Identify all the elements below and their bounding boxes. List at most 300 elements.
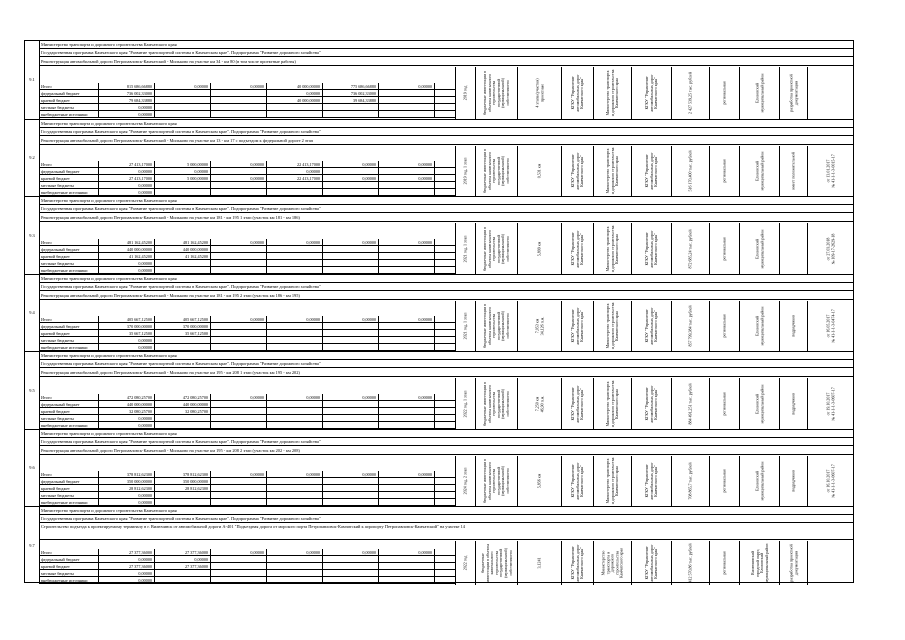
cell-stage — [779, 146, 807, 198]
program-header: Государственная программа Камчатского края "Развитие транспортной системы в Камчатском крае". Подпрограмма "Развитие дорожного хозяйства" — [39, 360, 853, 368]
customer-text: КГКУ "Управление автомобильных дорог Камчатского края" — [569, 307, 584, 345]
cell-level — [709, 541, 739, 585]
financing-value — [211, 485, 267, 492]
financing-value — [267, 422, 323, 429]
financing-value: 378 812,62300 — [155, 471, 211, 478]
financing-value: 22 413,17000 — [267, 175, 323, 182]
builder-text: КГКУ "Управление автомобильных дорог Камчатского края" — [643, 152, 658, 190]
district-text: Елизовский муниципальный район — [753, 229, 764, 269]
financing-value — [323, 260, 379, 267]
financing-value — [379, 267, 435, 274]
financing-value: 0,00000 — [323, 316, 379, 323]
financing-value: 736 002,33000 — [99, 90, 155, 97]
cell-col-type — [475, 146, 517, 198]
financing-label: федеральный бюджет — [39, 90, 99, 97]
financing-row — [39, 168, 455, 175]
financing-value — [323, 485, 379, 492]
financing-value — [155, 422, 211, 429]
financing-value — [379, 323, 435, 330]
financing-value — [379, 337, 435, 344]
cell-col-type — [475, 301, 517, 353]
financing-value — [267, 337, 323, 344]
financing-value — [211, 182, 267, 189]
cell-capacity — [517, 541, 561, 585]
financing-label: Итого — [39, 316, 99, 323]
financing-row — [39, 485, 455, 492]
project-number: 9.6 — [25, 430, 40, 507]
financing-value — [267, 485, 323, 492]
financing-value — [155, 182, 211, 189]
financing-value — [323, 570, 379, 577]
cell-capacity — [517, 301, 561, 353]
financing-value — [211, 267, 267, 274]
cost-text: 2 427 539,25 тыс. рублей — [687, 71, 693, 114]
financing-label: внебюджетные источники — [39, 111, 99, 118]
financing-value — [267, 415, 323, 422]
customer-text: КГКУ "Управление автомобильных дорог Камчатского края" — [569, 152, 584, 190]
financing-value: 0,00000 — [211, 161, 267, 168]
financing-row — [39, 471, 455, 478]
year-text: 2021 год, 1 этап — [462, 235, 468, 263]
financing-value: 736 002,33000 — [323, 90, 379, 97]
financing-label: федеральный бюджет — [39, 401, 99, 408]
cell-capacity — [517, 456, 561, 508]
cell-builder — [631, 146, 671, 198]
col-type-text: бюджетные инвестиции в объекты капитального строительства государственной (муниципальной) собственности — [481, 381, 510, 426]
financing-value — [211, 337, 267, 344]
financing-value — [323, 267, 379, 274]
financing-value: 0,00000 — [99, 577, 155, 584]
financing-value — [379, 111, 435, 118]
ministry-text: Министерство транспорта и дорожного строительства Камчатского края — [604, 69, 619, 117]
cell-year — [455, 378, 475, 430]
level-text: региональная — [721, 314, 727, 338]
financing-value — [267, 401, 323, 408]
financing-value: 0,00000 — [323, 394, 379, 401]
financing-value: 0,00000 — [155, 83, 211, 90]
project-block — [25, 506, 853, 584]
financing-value: 0,00000 — [267, 549, 323, 556]
stage-text: подрядчиков — [790, 315, 796, 338]
financing-row — [39, 337, 455, 344]
financing-table — [39, 239, 455, 274]
financing-value — [379, 189, 435, 196]
financing-value — [211, 344, 267, 351]
builder-text: КГКУ "Управление автомобильных дорог Камчатского края" — [643, 230, 658, 268]
financing-label: местные бюджеты — [39, 492, 99, 499]
financing-value — [323, 330, 379, 337]
financing-value — [323, 563, 379, 570]
project-block — [25, 41, 853, 119]
financing-label: краевой бюджет — [39, 175, 99, 182]
financing-value: 40 000,00000 — [267, 83, 323, 90]
cell-district — [739, 223, 779, 275]
object-header: Реконструкция автомобильной дороги Петропавловск-Камчатский - Мильково на участке км 34 - км 80 (в том числе проектные работы) — [39, 57, 853, 66]
financing-value: 0,00000 — [99, 344, 155, 351]
financing-value: 0,00000 — [267, 471, 323, 478]
capacity-text: 5,856 км — [536, 474, 542, 489]
financing-value: 27 413,17000 — [99, 175, 155, 182]
project-number: 9.4 — [25, 275, 40, 352]
financing-value: 0,00000 — [211, 549, 267, 556]
financing-row — [39, 415, 455, 422]
financing-label: Итого — [39, 161, 99, 168]
financing-value — [323, 478, 379, 485]
capacity-text: 3,1241 — [536, 557, 542, 569]
financing-value — [267, 267, 323, 274]
financing-value: 0,00000 — [99, 492, 155, 499]
cell-cost — [671, 456, 709, 508]
financing-value — [323, 401, 379, 408]
cell-year — [455, 67, 475, 119]
financing-value: 472 080,25700 — [99, 394, 155, 401]
cell-customer — [561, 301, 593, 353]
financing-row — [39, 260, 455, 267]
object-header: Строительство подъезда к проектируемому терминалу в г. Вилючинск от автомобильной дороги А-401 "Подъездная дорога от морского порта Петропавловск-Камчатский к аэропорту Петропавловск-Камчатский" на участке 14 — [39, 523, 853, 540]
org-header: Министерство транспорта и дорожного строительства Камчатского края — [39, 352, 853, 360]
financing-value — [379, 246, 435, 253]
financing-value: 0,00000 — [211, 175, 267, 182]
financing-value: 35 667,12500 — [155, 330, 211, 337]
financing-value: 370 000,00000 — [99, 323, 155, 330]
financing-value — [267, 577, 323, 584]
financing-row — [39, 570, 455, 577]
financing-value — [267, 189, 323, 196]
project-number: 9.1 — [25, 41, 40, 119]
financing-row — [39, 316, 455, 323]
financing-value: 27 377,36000 — [155, 549, 211, 556]
financing-label: краевой бюджет — [39, 253, 99, 260]
financing-label: местные бюджеты — [39, 182, 99, 189]
financing-value: 27 377,36000 — [99, 549, 155, 556]
financing-value — [211, 563, 267, 570]
cell-col-type — [475, 223, 517, 275]
financing-row — [39, 408, 455, 415]
financing-value: 472 080,25700 — [155, 394, 211, 401]
cell-builder — [631, 223, 671, 275]
financing-value — [379, 485, 435, 492]
financing-label: федеральный бюджет — [39, 246, 99, 253]
project-block — [25, 274, 853, 352]
financing-label: Итого — [39, 239, 99, 246]
capacity-text: 4 этапа (участки) проектные — [533, 78, 544, 108]
financing-value — [155, 499, 211, 506]
financing-value: 0,00000 — [379, 471, 435, 478]
financing-label: Итого — [39, 83, 99, 90]
cell-year — [455, 223, 475, 275]
district-text: Елизовский муниципальный район — [753, 151, 764, 191]
financing-value: 0,00000 — [99, 260, 155, 267]
expertise-text: от 16.10.2017 № 41-1-1-3-0607-17 — [824, 464, 835, 498]
cell-year — [455, 301, 475, 353]
financing-label: внебюджетные источники — [39, 422, 99, 429]
program-header: Государственная программа Камчатского края "Развитие транспортной системы в Камчатском крае". Подпрограмма "Развитие дорожного хозяйства" — [39, 283, 853, 291]
ministry-text: Министерство транспорта и дорожного строительства Камчатского края — [604, 302, 619, 350]
financing-row — [39, 330, 455, 337]
financing-value: 0,00000 — [99, 570, 155, 577]
cell-col-type — [475, 456, 517, 508]
financing-value — [323, 422, 379, 429]
financing-value: 32 080,25700 — [99, 408, 155, 415]
cell-year — [455, 146, 475, 198]
project-block — [25, 196, 853, 274]
cost-text: 708 865,7 тыс. рублей — [687, 462, 693, 500]
cell-customer — [561, 223, 593, 275]
financing-value — [155, 570, 211, 577]
financing-table — [39, 161, 455, 196]
ministry-text: Министерство транспорта и дорожного строительства Камчатского края — [604, 147, 619, 195]
financing-value: 41 162,45200 — [99, 253, 155, 260]
financing-value — [323, 577, 379, 584]
financing-value: 481 162,45200 — [99, 239, 155, 246]
financing-value: 0,00000 — [155, 168, 211, 175]
financing-table — [39, 316, 455, 351]
object-header: Реконструкция автомобильной дороги Петропавловск-Камчатский - Мильково на участке км 195 - км 208 1 этап (участок км 195 - км 202) — [39, 368, 853, 377]
financing-value — [211, 422, 267, 429]
financing-value — [155, 260, 211, 267]
financing-value: 0,00000 — [323, 471, 379, 478]
financing-value: 775 686,66880 — [323, 83, 379, 90]
financing-value — [267, 570, 323, 577]
year-text: 2022 год, 1 этап — [462, 390, 468, 418]
stage-text: разработка проектной документации — [787, 544, 798, 582]
financing-label: местные бюджеты — [39, 415, 99, 422]
financing-value — [211, 570, 267, 577]
financing-value — [379, 401, 435, 408]
financing-row — [39, 189, 455, 196]
year-text: 2024 год, 2 этап — [462, 467, 468, 495]
project-block — [25, 429, 853, 507]
project-number: 9.5 — [25, 352, 40, 429]
cell-expertise — [807, 146, 853, 198]
financing-value: 440 000,00000 — [155, 246, 211, 253]
cell-ministry — [593, 67, 631, 119]
financing-value — [267, 246, 323, 253]
stage-text: подрядчиков — [790, 392, 796, 415]
cost-text: 872 685,24 тыс. рублей — [687, 229, 693, 269]
financing-value: 32 080,25700 — [155, 408, 211, 415]
financing-label: внебюджетные источники — [39, 267, 99, 274]
level-text: региональная — [721, 469, 727, 493]
cell-year — [455, 541, 475, 585]
document-sheet — [24, 40, 854, 583]
financing-value: 0,00000 — [379, 394, 435, 401]
financing-value: 0,00000 — [267, 394, 323, 401]
financing-value — [323, 415, 379, 422]
cell-ministry — [593, 456, 631, 508]
financing-row — [39, 111, 455, 118]
financing-value — [211, 330, 267, 337]
stage-text: имеет положительной — [790, 152, 796, 190]
financing-value — [155, 90, 211, 97]
financing-value — [379, 97, 435, 104]
year-text: 2022 год — [462, 555, 468, 570]
org-header: Министерство транспорта и дорожного строительства Камчатского края — [39, 430, 853, 438]
expertise-text: от 19.10.2017 № 41-1-1-3-0607-17 — [824, 387, 835, 421]
financing-row — [39, 246, 455, 253]
capacity-text: 0,531 км — [536, 164, 542, 179]
financing-value: 0,00000 — [267, 168, 323, 175]
program-header: Государственная программа Камчатского края "Развитие транспортной системы в Камчатском крае". Подпрограмма "Развитие дорожного хозяйства" — [39, 438, 853, 446]
financing-value — [211, 478, 267, 485]
cell-expertise — [807, 378, 853, 430]
customer-text: КГКУ "Управление автомобильных дорог Камчатского края" — [569, 74, 584, 112]
financing-value — [379, 577, 435, 584]
financing-value — [379, 499, 435, 506]
financing-value — [379, 415, 435, 422]
financing-value: 370 000,00000 — [155, 323, 211, 330]
financing-value: 0,00000 — [99, 104, 155, 111]
financing-value — [211, 168, 267, 175]
financing-label: краевой бюджет — [39, 563, 99, 570]
capacity-text: 7,250 км 46,90 п.м. — [533, 395, 544, 413]
financing-value: 0,00000 — [99, 422, 155, 429]
financing-row — [39, 492, 455, 499]
financing-table — [39, 471, 455, 506]
financing-value — [267, 556, 323, 563]
district-text: Вилючинский городской округ, Елизовский муниципальный район — [749, 543, 769, 583]
col-type-text: бюджетные инвестиции в объекты капитального строительства государственной (муниципальной) собственности — [481, 304, 510, 349]
financing-label: внебюджетные источники — [39, 344, 99, 351]
financing-value — [267, 323, 323, 330]
financing-value — [211, 401, 267, 408]
financing-value: 0,00000 — [379, 316, 435, 323]
financing-value: 27 377,36000 — [155, 563, 211, 570]
financing-value: 0,00000 — [379, 239, 435, 246]
ministry-text: Министерство транспорта и дорожного строительства Камчатского края — [600, 547, 624, 578]
financing-value: 378 812,62300 — [99, 471, 155, 478]
district-text: Елизовский муниципальный район — [753, 73, 764, 113]
financing-label: краевой бюджет — [39, 408, 99, 415]
customer-text: КГКУ "Управление автомобильных дорог Камчатского края" — [569, 544, 584, 582]
financing-value — [155, 577, 211, 584]
financing-value: 0,00000 — [267, 316, 323, 323]
cell-district — [739, 146, 779, 198]
cell-col-type — [475, 541, 517, 585]
financing-table — [39, 549, 455, 584]
financing-value — [323, 556, 379, 563]
financing-value — [211, 323, 267, 330]
cell-capacity — [517, 378, 561, 430]
cell-district — [739, 67, 779, 119]
financing-value — [323, 182, 379, 189]
object-header: Реконструкция автомобильной дороги Петропавловск-Камчатский - Мильково на участке км 195 - км 208 2 этап (участок км 202 - км 208) — [39, 446, 853, 455]
ministry-text: Министерство транспорта и дорожного строительства Камчатского края — [604, 380, 619, 428]
financing-value — [323, 253, 379, 260]
financing-row — [39, 161, 455, 168]
cell-level — [709, 301, 739, 353]
org-header: Министерство транспорта и дорожного строительства Камчатского края — [39, 41, 853, 49]
cell-cost — [671, 146, 709, 198]
financing-value — [379, 344, 435, 351]
financing-value — [379, 90, 435, 97]
financing-value — [211, 577, 267, 584]
financing-value — [379, 492, 435, 499]
financing-value — [379, 182, 435, 189]
financing-value — [379, 330, 435, 337]
financing-value — [267, 182, 323, 189]
financing-row — [39, 401, 455, 408]
customer-text: КГКУ "Управление автомобильных дорог Камчатского края" — [569, 462, 584, 500]
builder-text: КГКУ "Управление автомобильных дорог Камчатского края" — [643, 307, 658, 345]
financing-value: 27 377,36000 — [99, 563, 155, 570]
level-text: региональная — [721, 237, 727, 261]
level-text: региональная — [721, 159, 727, 183]
cell-customer — [561, 456, 593, 508]
financing-label: Итого — [39, 471, 99, 478]
financing-value — [211, 556, 267, 563]
financing-value — [323, 111, 379, 118]
customer-text: КГКУ "Управление автомобильных дорог Камчатского края" — [569, 230, 584, 268]
cell-expertise — [807, 456, 853, 508]
financing-value — [155, 189, 211, 196]
financing-value: 481 162,45200 — [155, 239, 211, 246]
financing-row — [39, 478, 455, 485]
financing-value: 40 000,00000 — [267, 97, 323, 104]
financing-value: 0,00000 — [323, 549, 379, 556]
financing-value: 28 812,62300 — [99, 485, 155, 492]
financing-value — [267, 344, 323, 351]
financing-label: федеральный бюджет — [39, 478, 99, 485]
financing-value: 440 000,00000 — [99, 246, 155, 253]
cell-customer — [561, 541, 593, 585]
financing-value — [267, 478, 323, 485]
financing-table — [39, 394, 455, 429]
financing-value — [211, 415, 267, 422]
financing-value: 0,00000 — [155, 556, 211, 563]
financing-value — [323, 408, 379, 415]
cell-cost — [671, 541, 709, 585]
financing-value: 28 812,62300 — [155, 485, 211, 492]
financing-value — [379, 563, 435, 570]
financing-label: местные бюджеты — [39, 260, 99, 267]
financing-label: внебюджетные источники — [39, 577, 99, 584]
district-text: Елизовский муниципальный район — [753, 461, 764, 501]
cell-capacity — [517, 67, 561, 119]
financing-value — [323, 344, 379, 351]
program-header: Государственная программа Камчатского края "Развитие транспортной системы в Камчатском крае". Подпрограмма "Развитие дорожного хозяйства" — [39, 49, 853, 57]
financing-value — [267, 408, 323, 415]
cost-text: 884 491,251 тыс. рублей — [687, 383, 693, 425]
cell-expertise — [807, 301, 853, 353]
financing-label: местные бюджеты — [39, 570, 99, 577]
financing-value: 0,00000 — [99, 267, 155, 274]
cell-level — [709, 456, 739, 508]
cell-cost — [671, 301, 709, 353]
financing-value: 0,00000 — [99, 168, 155, 175]
financing-value — [379, 168, 435, 175]
district-text: Елизовский муниципальный район — [753, 306, 764, 346]
financing-value — [323, 168, 379, 175]
financing-value: 440 000,00000 — [99, 401, 155, 408]
financing-value: 0,00000 — [211, 239, 267, 246]
financing-value — [323, 323, 379, 330]
financing-value: 0,00000 — [211, 83, 267, 90]
financing-row — [39, 549, 455, 556]
financing-table — [39, 83, 455, 118]
financing-row — [39, 267, 455, 274]
object-header: Реконструкция автомобильной дороги Петропавловск-Камчатский - Мильково на участке км 181 - км 195 2 этап (участок км 186 - км 195) — [39, 291, 853, 300]
financing-value — [323, 104, 379, 111]
cell-customer — [561, 378, 593, 430]
cell-stage — [779, 223, 807, 275]
financing-value: 0,00000 — [379, 175, 435, 182]
cell-builder — [631, 378, 671, 430]
financing-value — [323, 492, 379, 499]
financing-value — [267, 260, 323, 267]
cell-customer — [561, 67, 593, 119]
col-type-text: бюджетные инвестиции в объекты капитального строительства государственной (муниципальной) собственности — [479, 543, 512, 582]
